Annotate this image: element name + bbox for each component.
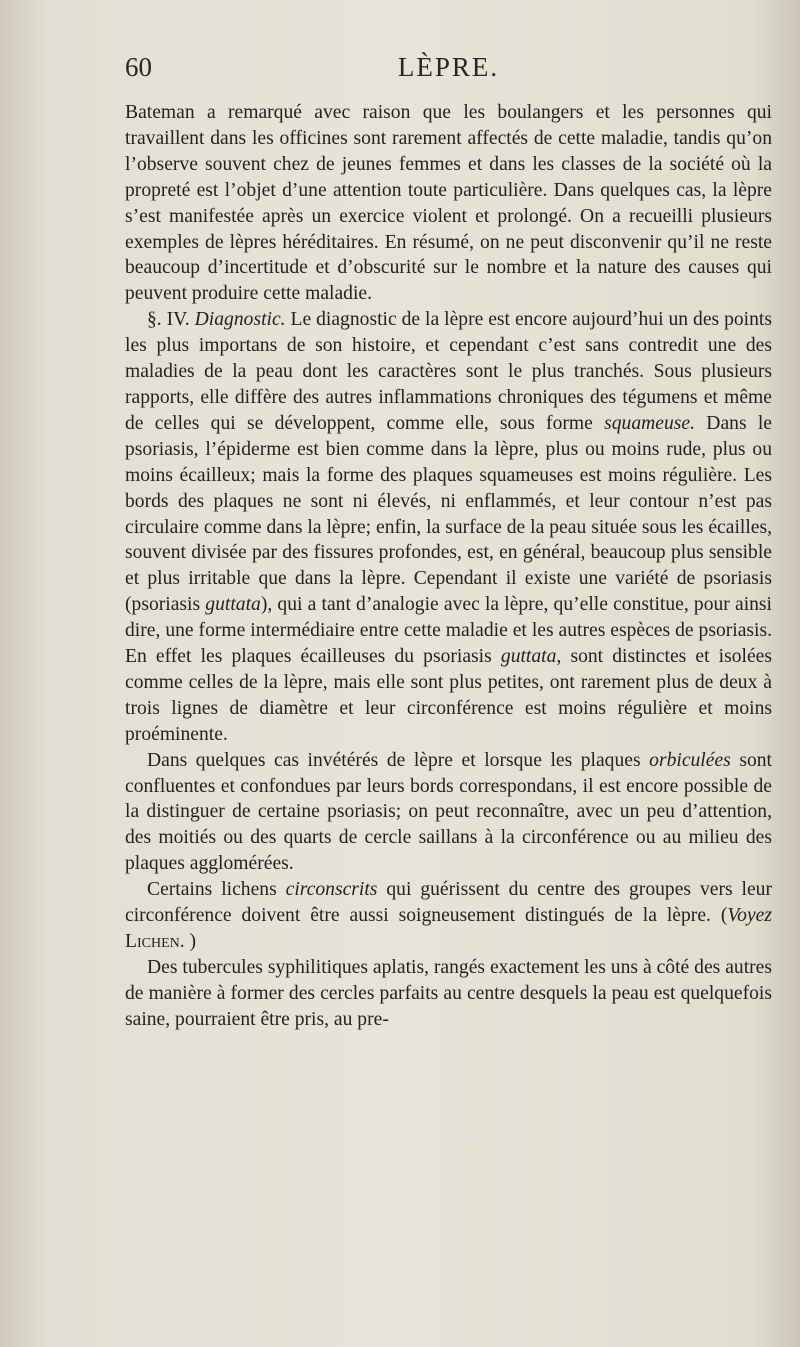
paragraph-text: Le diagnostic de la lèpre est encore aujourd’hui un des points les plus importans de son histoire, et cependant c’est sans contredit une des maladies de la peau dont les caractères sont le plus tranchés. Sous plusieurs rapports, elle diffère des autres inflammations chroniques des tégumens et même de celles qui se développent, comme elle, sous forme (125, 309, 772, 434)
paragraph-text: ) (189, 931, 197, 952)
paragraph-text: Certains lichens (147, 879, 277, 901)
paragraph-text: Bateman a remarqué avec raison que les boulangers et les personnes qui travaillent dans les officines sont rarement affectés de cette maladie, tandis qu’on l’observe souvent chez de jeunes femmes et dans les classes de la société où la propreté est l’objet d’une attention toute particulière. Dans quelques cas, la lèpre s’est manifestée après un exercice violent et prolongé. On a recueilli plusieurs exemples de lèpres héréditaires. En résumé, on ne peut disconvenir qu’il ne reste beaucoup d’incertitude et d’obscurité sur le nombre et la nature des causes qui peuvent produire cette maladie. (125, 102, 772, 305)
paragraph-text: Dans le psoriasis, l’épiderme est bien comme dans la lèpre, plus ou moins rude, plus ou moins écailleux; mais la forme des plaques squameuses est moins régulière. Les bords des plaques ne sont ni élevés, ni enflammés, et leur contour n’est pas circulaire comme dans la lèpre; enfin, la surface de la peau située sous les écailles, souvent divisée par des fissures profondes, est, en général, beaucoup plus sensible et plus irritable que dans la lèpre. Cependant il existe une variété de psoriasis (psoriasis (125, 412, 772, 616)
paragraph-orbiculees (125, 748, 772, 878)
paragraph-text: Dans quelques cas invétérés de lèpre et lorsque les plaques (147, 749, 641, 771)
section-title: Diagnostic. (194, 309, 286, 331)
italic-term: circonscrits (285, 879, 378, 901)
paragraph-text: , sont distinctes et isolées comme celles de la lèpre, mais elle sont plus petites, ont rarement plus de deux à trois lignes de diamètre et leur circonférence est moins régulière et moins proéminente. (125, 646, 772, 745)
paragraph-syphilitiques (125, 955, 772, 1033)
cross-reference-target: Lichen. (125, 931, 185, 952)
paragraph-text: Des tubercules syphilitiques aplatis, rangés exactement les uns à côté des autres de manière à former des cercles parfaits au centre desquels la peau est quelquefois saine, pourraient être pris, au pre- (125, 956, 772, 1030)
cross-reference-voyez: Voyez (727, 905, 772, 927)
italic-term: guttata (205, 594, 261, 616)
italic-term: orbiculées (649, 749, 731, 771)
running-head: LÈPRE. (397, 52, 500, 82)
paragraph-lichens (125, 877, 772, 955)
italic-term: guttata (500, 646, 557, 668)
paragraph-diagnostic (125, 307, 772, 747)
section-mark: §. IV. (147, 309, 190, 331)
page-number: 60 (125, 52, 152, 82)
paragraph-text: sont confluentes et confondues par leurs bords correspondans, il est encore possible de la distinguer de certaine psoriasis; on peut reconnaître, avec un peu d’attention, des moitiés ou des quarts de cercle saillans à la circonférence ou au milieu des plaques agglomérées. (125, 749, 772, 875)
page-header (125, 52, 772, 92)
paragraph-causes (125, 100, 772, 307)
body-text (125, 100, 772, 1033)
paragraph-text: qui guérissent du centre des groupes vers leur circonférence doivent être aussi soigneusement distingués de la lèpre. ( (125, 879, 772, 927)
paragraph-text: ), qui a tant d’analogie avec la lèpre, qu’elle constitue, pour ainsi dire, une forme intermédiaire entre cette maladie et les autres espèces de psoriasis. En effet les plaques écailleuses du psoriasis (125, 594, 773, 668)
italic-term: squameuse. (604, 412, 696, 434)
